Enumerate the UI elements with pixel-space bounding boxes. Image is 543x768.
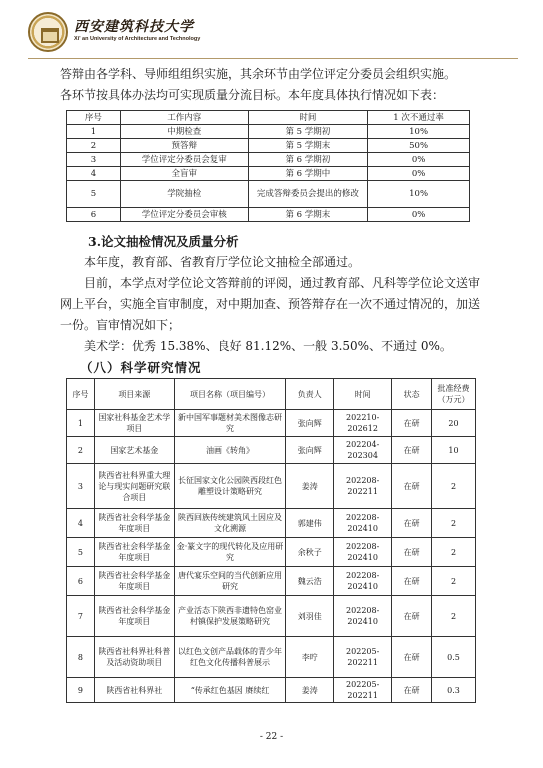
table-cell: 6 <box>67 208 121 222</box>
table-cell: 以红色文创产品载体的青少年红色文化传播科普展示 <box>174 637 286 678</box>
table-cell: 中期检查 <box>120 125 248 139</box>
table-header-cell: 项目来源 <box>94 379 174 410</box>
table-cell: 陕西省社会科学基金年度项目 <box>94 509 174 538</box>
body-paragraph: 目前，本学点对学位论文答辩前的评阅，通过教育部、凡科等学位论文送审网上平台，实施全盲审制度，对中期加查、预答辩存在一次不通过情况的，加送一份。盲审情况如下； <box>60 276 481 332</box>
table-cell: 6 <box>67 567 95 596</box>
table-header-cell: 时间 <box>334 379 392 410</box>
table-cell: 0.3 <box>432 678 476 703</box>
intro-line: 各环节按具体办法均可实现质量分流目标。本年度具体执行情况如下表： <box>60 88 445 102</box>
table-cell: 学位评定分委员会审核 <box>120 208 248 222</box>
table-row <box>67 538 476 567</box>
university-name-en: Xi' an University of Architecture and Technology <box>74 36 201 42</box>
table-cell: 2 <box>432 538 476 567</box>
table-row <box>67 509 476 538</box>
table-header-cell: 时间 <box>248 111 368 125</box>
table-cell: 新中国军事题材美术图像志研究 <box>174 410 286 437</box>
table-cell: 1 <box>67 125 121 139</box>
table-cell: 余秋子 <box>286 538 334 567</box>
table-header-row <box>67 111 470 125</box>
table-cell: 陕西省社会科学基金年度项目 <box>94 567 174 596</box>
table-cell: 第 6 学期初 <box>248 153 368 167</box>
table-row <box>67 437 476 464</box>
table-cell: 在研 <box>392 538 432 567</box>
table-cell: 在研 <box>392 410 432 437</box>
table-cell: 在研 <box>392 596 432 637</box>
table-header-cell: 1 次不通过率 <box>368 111 470 125</box>
table-cell: 学院抽检 <box>120 181 248 208</box>
table-cell: 在研 <box>392 637 432 678</box>
table-cell: 20 <box>432 410 476 437</box>
table-cell: 姜涛 <box>286 678 334 703</box>
table-cell: 0.5 <box>432 637 476 678</box>
page-header <box>28 12 518 60</box>
table-cell: 国家艺术基金 <box>94 437 174 464</box>
table-header-cell: 负责人 <box>286 379 334 410</box>
table-cell: 第 5 学期初 <box>248 125 368 139</box>
research-projects-table <box>66 378 476 703</box>
table-row <box>67 125 470 139</box>
table-header-row <box>67 379 476 410</box>
table-cell: 在研 <box>392 464 432 509</box>
quality-check-table <box>66 110 470 222</box>
table-cell: 0% <box>368 167 470 181</box>
table-cell: 202205-202211 <box>334 678 392 703</box>
section-heading: （八）科学研究情况 <box>80 360 202 375</box>
table-cell: 8 <box>67 637 95 678</box>
table-cell: 全盲审 <box>120 167 248 181</box>
table-cell: 10% <box>368 125 470 139</box>
table-header-cell: 序号 <box>67 111 121 125</box>
table-cell: 1 <box>67 410 95 437</box>
table-cell: 202208-202410 <box>334 596 392 637</box>
table-cell: 4 <box>67 167 121 181</box>
table-cell: 第 6 学期中 <box>248 167 368 181</box>
table-cell: 50% <box>368 139 470 153</box>
table-cell: 油画《转角》 <box>174 437 286 464</box>
table-cell: 10 <box>432 437 476 464</box>
intro-paragraph <box>60 64 490 106</box>
table-cell: 刘羽佳 <box>286 596 334 637</box>
table-cell: 3 <box>67 464 95 509</box>
table-cell: 李咛 <box>286 637 334 678</box>
table-cell: 国家社科基金艺术学项目 <box>94 410 174 437</box>
body-paragraph: 美术学：优秀 15.38%、良好 81.12%、一般 3.50%、不通过 0%。 <box>84 339 452 353</box>
table-cell: 预答辩 <box>120 139 248 153</box>
table-row <box>67 464 476 509</box>
table-cell: 郭建伟 <box>286 509 334 538</box>
table-header-cell: 批准经费（万元） <box>432 379 476 410</box>
body-paragraph: 本年度，教育部、省教育厅学位论文抽检全部通过。 <box>84 255 361 269</box>
table-cell: “传承红色基因 赓续红 <box>174 678 286 703</box>
table-cell: 202205-202211 <box>334 637 392 678</box>
table-row <box>67 596 476 637</box>
table-cell: 陕西省社科界社 <box>94 678 174 703</box>
table-cell: 202210-202612 <box>334 410 392 437</box>
table-cell: 在研 <box>392 567 432 596</box>
table-cell: 陕西省社科界社科普及活动资助项目 <box>94 637 174 678</box>
header-divider <box>28 58 518 59</box>
table-cell: 学位评定分委员会复审 <box>120 153 248 167</box>
table-cell: 在研 <box>392 437 432 464</box>
table-cell: 陕西回族传统建筑风土因应及文化溯源 <box>174 509 286 538</box>
table-cell: 3 <box>67 153 121 167</box>
table-row <box>67 567 476 596</box>
table-cell: 5 <box>67 538 95 567</box>
table-cell: 2 <box>432 509 476 538</box>
table-cell: 姜涛 <box>286 464 334 509</box>
table-cell: 张向辉 <box>286 437 334 464</box>
table-row <box>67 153 470 167</box>
table-row <box>67 139 470 153</box>
table-cell: 产业活态下陕西非遗特色窑业村镇保护发展策略研究 <box>174 596 286 637</box>
table-cell: 202208-202410 <box>334 567 392 596</box>
table-cell: 202204-202304 <box>334 437 392 464</box>
table-cell: 2 <box>67 139 121 153</box>
table-header-cell: 项目名称（项目编号） <box>174 379 286 410</box>
table-cell: 张向辉 <box>286 410 334 437</box>
table-cell: 202208-202410 <box>334 538 392 567</box>
intro-line: 答辩由各学科、导师组组织实施，其余环节由学位评定分委员会组织实施。 <box>60 67 457 81</box>
table-cell: 第 5 学期末 <box>248 139 368 153</box>
table-cell: 陕西省社会科学基金年度项目 <box>94 538 174 567</box>
table-row <box>67 637 476 678</box>
table-cell: 2 <box>432 464 476 509</box>
table-row <box>67 181 470 208</box>
table-cell: 10% <box>368 181 470 208</box>
table-cell: 9 <box>67 678 95 703</box>
table-cell: 202208-202211 <box>334 464 392 509</box>
university-logo-icon <box>28 12 68 52</box>
table-cell: 完成答辩委员会提出的修改 <box>248 181 368 208</box>
table-cell: 4 <box>67 509 95 538</box>
section-heading: 3.论文抽检情况及质量分析 <box>88 234 239 249</box>
table-cell: 202208-202410 <box>334 509 392 538</box>
table-row <box>67 208 470 222</box>
table-cell: 唐代宴乐空间的当代创新应用研究 <box>174 567 286 596</box>
table-cell: 7 <box>67 596 95 637</box>
table-cell: 2 <box>432 596 476 637</box>
table-cell: 第 6 学期末 <box>248 208 368 222</box>
table-header-cell: 状态 <box>392 379 432 410</box>
table-cell: 2 <box>67 437 95 464</box>
university-name-cn: 西安建筑科技大学 <box>74 19 194 35</box>
table-cell: 魏云浩 <box>286 567 334 596</box>
table-cell: 0% <box>368 153 470 167</box>
table-cell: 陕西省社会科学基金年度项目 <box>94 596 174 637</box>
table-cell: 陕西省社科界重大理论与现实问题研究联合项目 <box>94 464 174 509</box>
table-cell: 金·篆文字的现代转化及应用研究 <box>174 538 286 567</box>
page-number: - 22 - <box>259 732 284 742</box>
table-row <box>67 678 476 703</box>
table-header-cell: 工作内容 <box>120 111 248 125</box>
table-cell: 长征国家文化公园陕西段红色雕塑设计策略研究 <box>174 464 286 509</box>
table-row <box>67 410 476 437</box>
section3-body <box>60 252 490 357</box>
table-cell: 0% <box>368 208 470 222</box>
table-cell: 2 <box>432 567 476 596</box>
table-cell: 在研 <box>392 509 432 538</box>
table-header-cell: 序号 <box>67 379 95 410</box>
table-row <box>67 167 470 181</box>
table-cell: 在研 <box>392 678 432 703</box>
table-cell: 5 <box>67 181 121 208</box>
